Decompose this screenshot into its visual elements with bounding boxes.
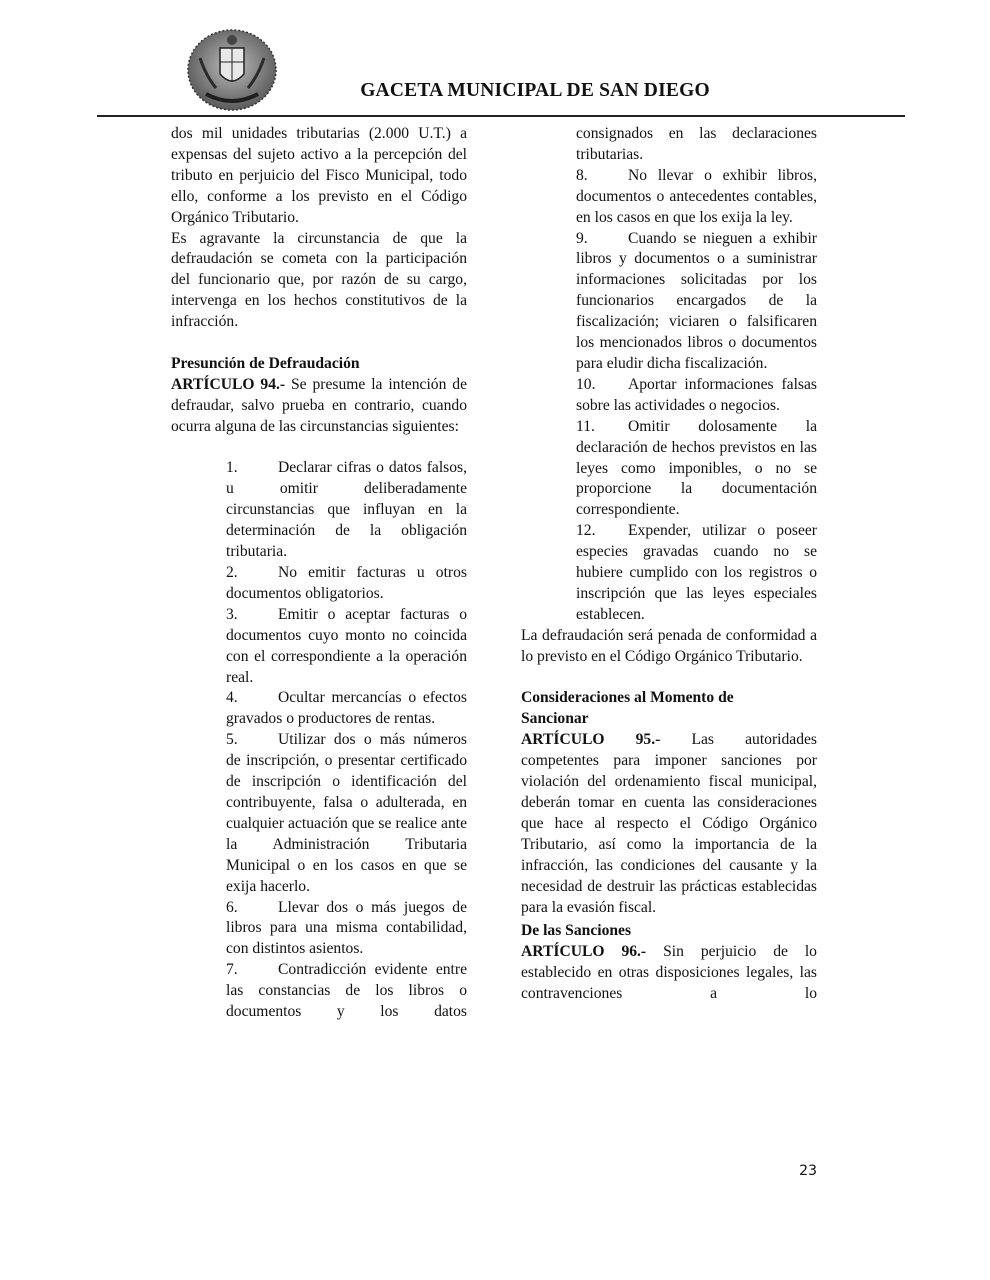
list-item-number: 7. xyxy=(226,961,238,979)
list-item-text: Declarar cifras o datos falsos, u omitir deliberadamente circunstancias que influyan en la determinación de la obligación tributaria. xyxy=(226,459,467,561)
presumption-list xyxy=(171,458,467,1022)
list-continuation: consignados en las declaraciones tributarias. xyxy=(576,125,817,163)
municipal-coat-of-arms-icon xyxy=(186,28,278,112)
penalty-paragraph: La defraudación será penada de conformidad a lo previsto en el Código Orgánico Tributario. xyxy=(521,626,817,665)
list-item-number: 2. xyxy=(226,564,238,581)
page-number: 23 xyxy=(799,1163,817,1179)
article-94-paragraph xyxy=(171,375,467,438)
article-94-heading: Presunción de Defraudación xyxy=(171,354,360,372)
list-item-number: 10. xyxy=(576,375,596,393)
list-item-text: Contradicción evidente entre las constancias de los libros o documentos y los datos xyxy=(226,961,467,1021)
right-column xyxy=(521,124,817,1005)
list-item-text: No llevar o exhibir libros, documentos o antecedentes contables, en los casos en que los exija la ley. xyxy=(576,166,817,226)
list-item-number: 3. xyxy=(226,605,238,623)
list-item-number: 5. xyxy=(226,731,238,749)
list-item-text: Aportar informaciones falsas sobre las actividades o negocios. xyxy=(576,375,817,414)
list-item-number: 4. xyxy=(226,689,238,707)
intro-paragraph: dos mil unidades tributarias (2.000 U.T.) a expensas del sujeto activo a la percepción del tributo en perjuicio del Fisco Municipal, todo ello, conforme a los previsto en el Código Orgánico Tributario. xyxy=(171,125,467,226)
article-95-heading-continued: Sancionar xyxy=(521,710,589,728)
list-item-text: Ocultar mercancías o efectos gravados o productores de rentas. xyxy=(226,689,467,728)
list-item-text: No emitir facturas u otros documentos obligatorios. xyxy=(226,564,467,602)
left-column xyxy=(171,124,467,1023)
presumption-list-continued xyxy=(521,124,817,626)
list-item xyxy=(576,375,817,417)
article-95-text: Las autoridades competentes para imponer sanciones por violación del ordenamiento fiscal municipal, deberán tomar en cuenta las consideraciones que hace al respecto el Código Orgánico Tributario, así como la importancia de la infracción, las condiciones del causante y la necesidad de destruir las prácticas establecidas para la evasión fiscal. xyxy=(521,731,817,916)
list-item-text: Omitir dolosamente la declaración de hechos previstos en las leyes como imponibles, o no se proporcione la documentación correspondiente. xyxy=(576,417,817,519)
list-item-number: 6. xyxy=(226,898,238,916)
article-95-label: ARTÍCULO 95.- xyxy=(521,731,661,749)
list-item-text: Llevar dos o más juegos de libros para una misma contabilidad, con distintos asientos. xyxy=(226,898,467,958)
list-item xyxy=(576,166,817,229)
header-divider xyxy=(97,115,905,117)
article-94-text: Se presume la intención de defraudar, salvo prueba en contrario, cuando ocurra alguna de las circunstancias siguientes: xyxy=(171,375,467,435)
list-item xyxy=(226,730,467,897)
list-item-number: 9. xyxy=(576,229,588,247)
list-item xyxy=(576,229,817,375)
list-item-text: Utilizar dos o más números de inscripción, o presentar certificado de inscripción o identificación del contribuyente, falsa o adulterada, en cualquier actuación que se realice ante la Administración Tributaria Municipal o en los casos en que se exija hacerlo. xyxy=(226,731,467,895)
gazette-title: GACETA MUNICIPAL DE SAN DIEGO xyxy=(360,80,710,101)
list-item xyxy=(226,960,467,1023)
list-item-text: Cuando se nieguen a exhibir libros y documentos o a suministrar informaciones solicitadas por los funcionarios encargados de la fiscalización; viciaren o falsificaren los mencionados libros o documentos para eludir dicha fiscalización. xyxy=(576,229,817,372)
list-item xyxy=(226,563,467,605)
list-item xyxy=(226,458,467,563)
article-96-label: ARTÍCULO 96.- xyxy=(521,943,647,961)
article-94-label: ARTÍCULO 94.- xyxy=(171,375,286,393)
article-95-paragraph xyxy=(521,730,817,918)
list-item xyxy=(576,521,817,626)
list-item-number: 8. xyxy=(576,166,588,184)
article-96-heading: De las Sanciones xyxy=(521,922,632,940)
list-item-text: Expender, utilizar o poseer especies gravadas cuando no se hubiere cumplido con los registros o inscripción que las leyes especiales establecen. xyxy=(576,522,817,623)
article-96-paragraph xyxy=(521,942,817,1005)
list-item-text: Emitir o aceptar facturas o documentos cuyo monto no coincida con el correspondiente a la operación real. xyxy=(226,605,467,686)
article-96-text: Sin perjuicio de lo establecido en otras disposiciones legales, las contravenciones a lo xyxy=(521,943,817,1003)
list-item xyxy=(226,605,467,689)
list-item xyxy=(226,898,467,961)
list-item-number: 1. xyxy=(226,459,238,477)
list-item xyxy=(226,688,467,730)
list-item-number: 12. xyxy=(576,522,596,540)
aggravating-paragraph: Es agravante la circunstancia de que la defraudación se cometa con la participación del funcionario que, por razón de su cargo, intervenga en los hechos constitutivos de la infracción. xyxy=(171,229,467,331)
list-item xyxy=(576,417,817,522)
article-95-heading: Consideraciones al Momento de xyxy=(521,689,734,707)
list-item-number: 11. xyxy=(576,417,595,435)
